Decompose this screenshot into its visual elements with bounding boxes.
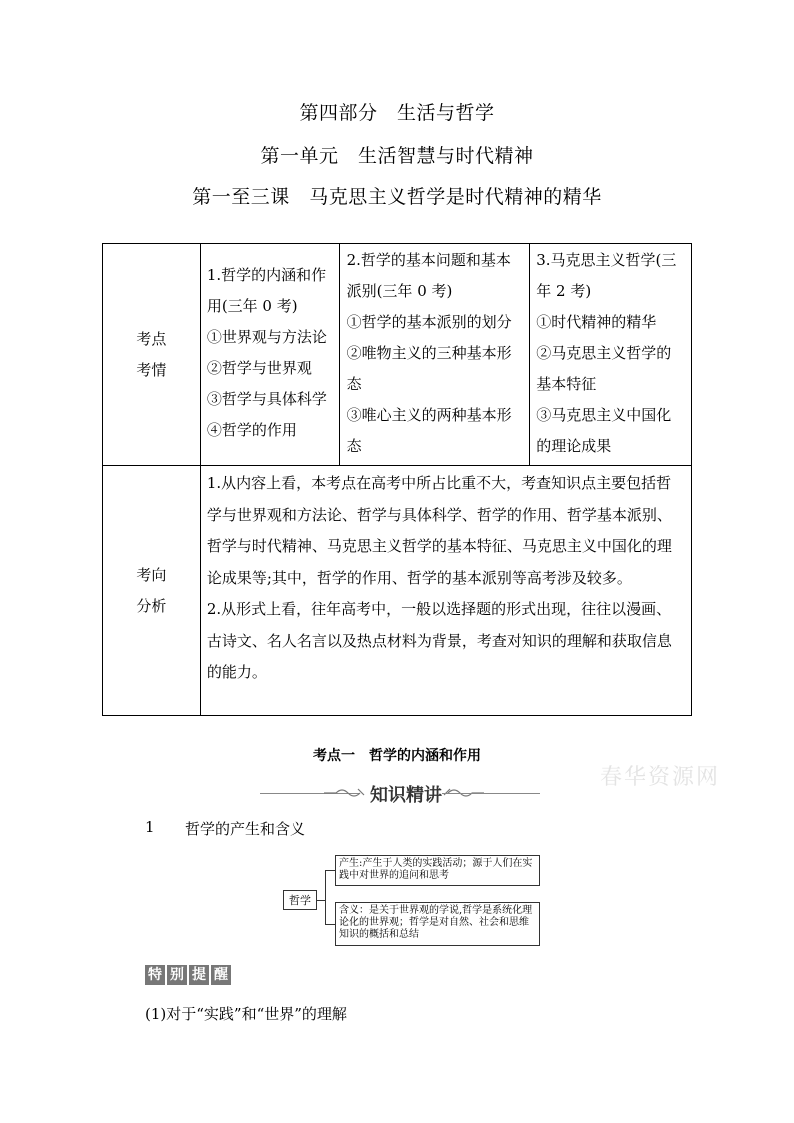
topic-cell-3: 3.马克思主义哲学(三 年 2 考) ①时代精神的精华 ②马克思主义哲学的 基本特征 ③马克思主义中国化 的理论成果 xyxy=(530,244,692,466)
connector-h xyxy=(317,900,325,901)
topic-cell-2: 2.哲学的基本问题和基本 派别(三年 0 考) ①哲学的基本派别的划分 ②唯物主义的三种基本形 态 ③唯心主义的两种基本形 态 xyxy=(339,244,530,466)
special-reminder-badge: 特 别 提 醒 xyxy=(145,965,233,987)
watermark: 春华资源网 xyxy=(600,765,721,790)
knowledge-banner xyxy=(260,780,540,806)
item-number: 1 xyxy=(145,818,155,836)
diagram-root: 哲学 xyxy=(283,890,317,910)
connector-top xyxy=(325,870,335,871)
subpoint-heading: (1)对于“实践”和“世界”的理解 xyxy=(145,1005,347,1023)
ornament-left-icon xyxy=(322,786,366,800)
philosophy-diagram xyxy=(280,850,545,950)
item-heading: 哲学的产生和含义 xyxy=(185,820,306,838)
analysis-paragraph-2: 2.从形式上看，往年高考中，一般以选择题的形式出现，往往以漫画、古诗文、名人名言以及热点材料为背景，考查对知识的理解和获取信息的能力。 xyxy=(206,600,672,681)
connector-bottom xyxy=(325,924,335,925)
diagram-meaning-box: 含义：是关于世界观的学说,哲学是系统化理论化的世界观；哲学是对自然、社会和思维知识的概括和总结 xyxy=(335,902,540,946)
analysis-cell xyxy=(200,466,691,716)
banner-divider-right xyxy=(442,793,540,794)
row-label-kaoxiang: 考向 分析 xyxy=(103,466,201,716)
row-label-kaodian: 考点 考情 xyxy=(103,244,201,466)
analysis-paragraph-1: 1.从内容上看，本考点在高考中所占比重不大，考查知识点主要包括哲学与世界观和方法论、哲学与具体科学、哲学的作用、哲学基本派别、哲学与时代精神、马克思主义哲学的基本特征、马克思主义中国化的理论成果等;其中，哲学的作用、哲学的基本派别等高考涉及较多。 xyxy=(206,474,672,587)
topic-cell-1: 1.哲学的内涵和作 用(三年 0 考) ①世界观与方法论 ②哲学与世界观 ③哲学与具体科学 ④哲学的作用 xyxy=(200,244,339,466)
exam-analysis-table xyxy=(102,243,692,716)
lesson-title: 第一至三课 马克思主义哲学是时代精神的精华 xyxy=(192,186,602,208)
connector-v xyxy=(325,870,326,924)
unit-title: 第一单元 生活智慧与时代精神 xyxy=(260,145,534,167)
banner-label: 知识精讲 xyxy=(370,785,442,806)
section-title: 考点一 哲学的内涵和作用 xyxy=(313,748,481,764)
part-title: 第四部分 生活与哲学 xyxy=(299,102,495,124)
diagram-origin-box: 产生:产生于人类的实践活动；源于人们在实践中对世界的追问和思考 xyxy=(335,855,540,886)
